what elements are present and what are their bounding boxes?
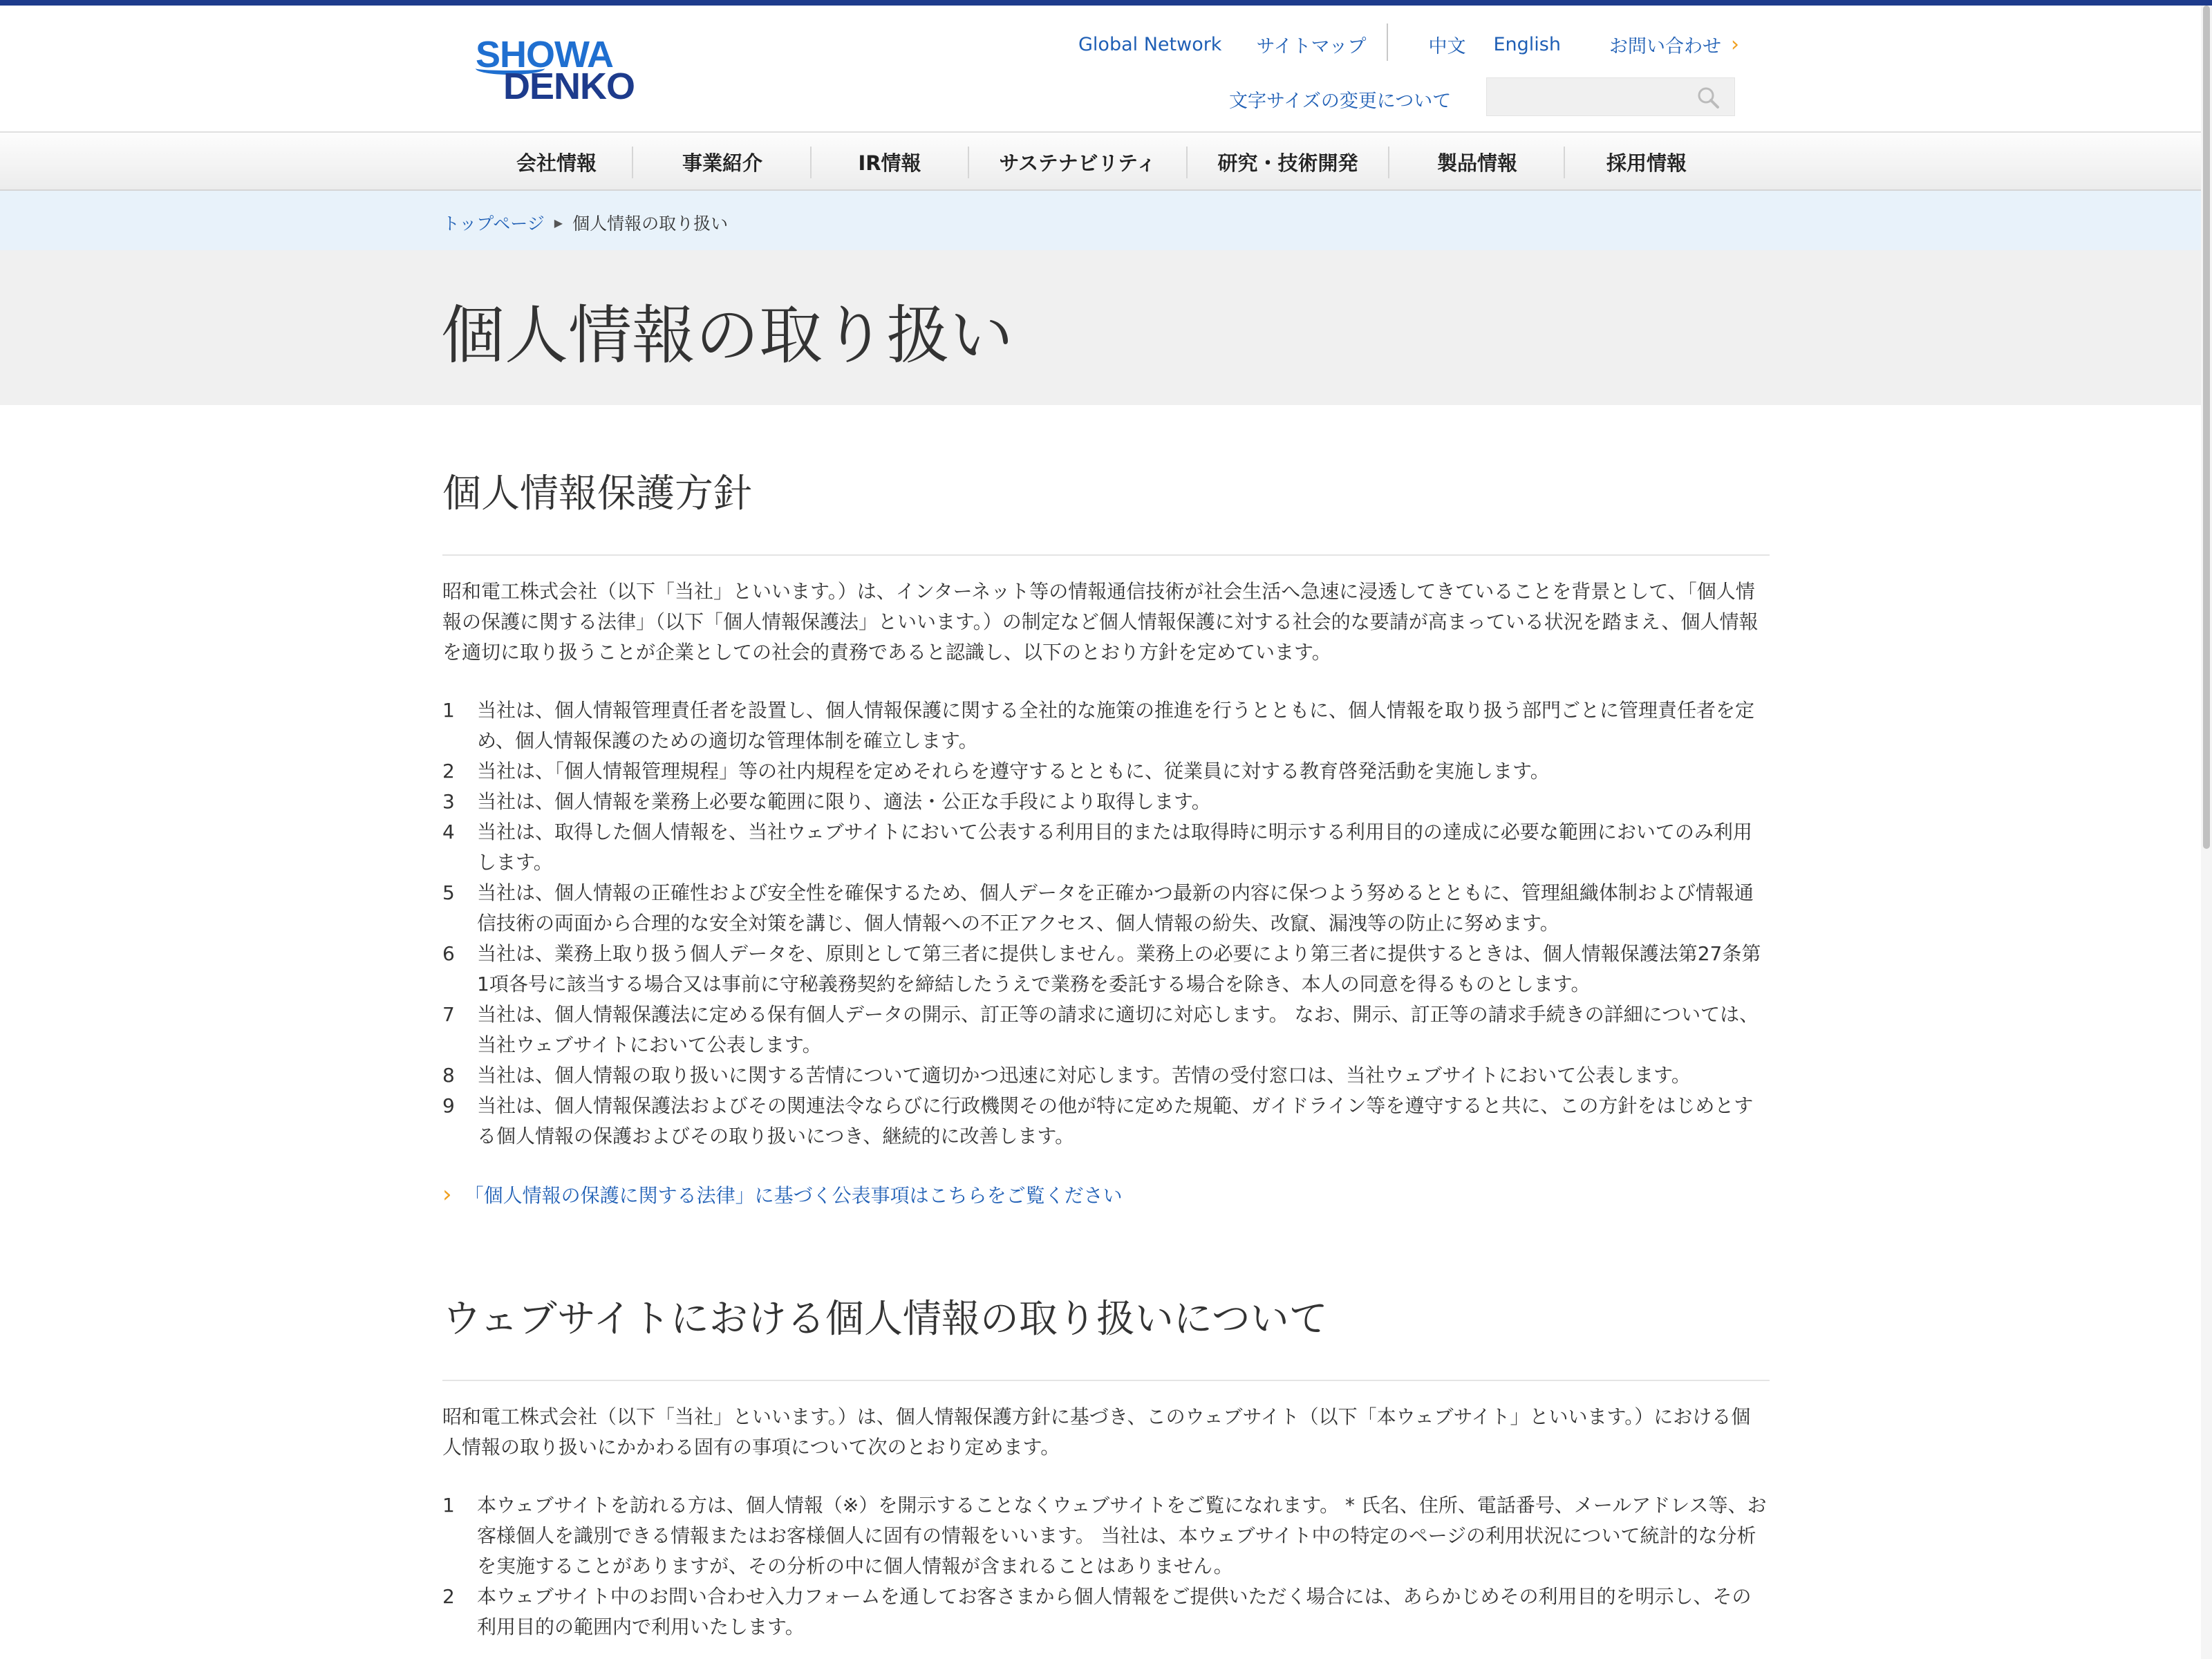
page-title: 個人情報の取り扱い [441,299,1014,373]
chevron-right-icon: › [442,1181,452,1208]
search-icon[interactable] [1696,85,1721,110]
public-notice-link-text[interactable]: 「個人情報の保護に関する法律」に基づく公表事項はこちらをご覧ください [464,1184,1123,1207]
chevron-right-icon: › [1730,32,1739,57]
font-size-link[interactable]: 文字サイズの変更について [1229,91,1452,112]
logo-line1: SHOWA [476,34,614,75]
list-item-number: 7 [442,1003,455,1026]
nav-divider [1388,147,1389,178]
list-item-number: 2 [442,1585,455,1608]
list-item-number: 3 [442,790,455,813]
list-item-text: 本ウェブサイトを訪れる方は、個人情報（※）を開示することなくウェブサイトをご覧になれます。 * 氏名、住所、電話番号、メールアドレス等、お客様個人を識別できる情報またはお客様個人に固有の情報をいいます。 当社は、本ウェブサイト中の特定のページの利用状況について統計的な分析を実施することがありますが、その分析の中に個人情報が含まれることはありません。 [477,1494,1767,1577]
list-item [442,1091,1770,1152]
website-privacy-intro: 昭和電工株式会社（以下「当社」といいます。）は、個人情報保護方針に基づき、このウェブサイト（以下「本ウェブサイト」といいます。）における個人情報の取り扱いにかかわる固有の事項について次のとおり定めます。 [442,1405,1751,1459]
list-item [442,695,1770,756]
list-item-text: 当社は、個人情報管理責任者を設置し、個人情報保護に関する全社的な施策の推進を行うとともに、個人情報を取り扱う部門ごとに管理責任者を定め、個人情報保護のための適切な管理体制を確立します。 [477,699,1755,752]
section-title-website-privacy: ウェブサイトにおける個人情報の取り扱いについて [442,1297,1328,1342]
section-divider [442,1380,1770,1381]
list-item [442,787,1770,817]
page-title-band [0,250,2212,405]
nav-divider [968,147,969,178]
list-item-text: 当社は、取得した個人情報を、当社ウェブサイトにおいて公表する利用目的または取得時に明示する利用目的の達成に必要な範囲においてのみ利用します。 [477,821,1752,874]
section-divider [442,554,1770,556]
breadcrumb-current: 個人情報の取り扱い [572,214,729,234]
nav-divider [632,147,633,178]
list-item [442,1490,1770,1582]
list-item-text: 当社は、個人情報保護法およびその関連法令ならびに行政機関その他が特に定めた規範、ガイドライン等を遵守すると共に、この方針をはじめとする個人情報の保護およびその取り扱いにつき、継続的に改善します。 [477,1094,1754,1147]
nav-item-sustainability[interactable]: サステナビリティ [999,151,1156,175]
global-network-link[interactable]: Global Network [1078,33,1222,55]
english-link[interactable]: English [1493,33,1561,55]
list-item-text: 当社は、個人情報を業務上必要な範囲に限り、適法・公正な手段により取得します。 [477,790,1211,813]
list-item-number: 8 [442,1064,455,1087]
logo-line2: DENKO [503,66,635,107]
list-item [442,817,1770,878]
list-item-number: 5 [442,881,455,904]
nav-item-careers[interactable]: 採用情報 [1606,151,1687,175]
list-item-text: 当社は、業務上取り扱う個人データを、原則として第三者に提供しません。業務上の必要により第三者に提供するときは、個人情報保護法第27条第1項各号に該当する場合又は事前に守秘義務契約を締結したうえで業務を委託する場合を除き、本人の同意を得るものとします。 [477,942,1761,995]
site-header [0,6,2212,131]
public-notice-link[interactable] [442,1181,1770,1208]
utility-links [1078,30,1739,58]
list-item [442,878,1770,939]
list-item-text: 当社は、「個人情報管理規程」等の社内規程を定めそれらを遵守するとともに、従業員に対する教育啓発活動を実施します。 [477,760,1550,782]
nav-divider [1186,147,1188,178]
list-item-number: 9 [442,1094,455,1117]
list-item-number: 6 [442,942,455,965]
utility-divider [1387,24,1388,61]
main-content [442,405,1770,1642]
sitemap-link[interactable]: サイトマップ [1256,35,1367,57]
list-item-text: 当社は、個人情報保護法に定める保有個人データの開示、訂正等の請求に適切に対応します。 なお、開示、訂正等の請求手続きの詳細については、当社ウェブサイトにおいて公表します。 [477,1003,1759,1056]
list-item-text: 当社は、個人情報の取り扱いに関する苦情について適切かつ迅速に対応します。苦情の受付窓口は、当社ウェブサイトにおいて公表します。 [477,1064,1691,1087]
privacy-policy-intro: 昭和電工株式会社（以下「当社」といいます。）は、インターネット等の情報通信技術が社会生活へ急速に浸透してきていることを背景として、「個人情報の保護に関する法律」（以下「個人情報保護法」といいます。）の制定など個人情報保護に対する社会的な要請が高まっている状況を踏まえ、個人情報を適切に取り扱うことが企業としての社会的責務であると認識し、以下のとおり方針を定めています。 [442,580,1759,664]
showa-denko-logo[interactable] [476,36,677,105]
chinese-link[interactable]: 中文 [1428,35,1466,57]
list-item-number: 2 [442,760,455,782]
nav-divider [810,147,812,178]
nav-item-products[interactable]: 製品情報 [1436,151,1517,175]
nav-item-business[interactable]: 事業紹介 [682,151,762,175]
list-item-number: 4 [442,821,455,843]
website-privacy-list [442,1490,1770,1642]
nav-divider [1564,147,1565,178]
list-item-number: 1 [442,1494,455,1517]
section-title-privacy-policy: 個人情報保護方針 [442,471,752,516]
breadcrumb-home-link[interactable]: トップページ [442,214,545,234]
list-item [442,1582,1770,1642]
privacy-policy-list [442,695,1770,1152]
list-item-text: 本ウェブサイト中のお問い合わせ入力フォームを通してお客さまから個人情報をご提供いただく場合には、あらかじめその利用目的を明示し、その利用目的の範囲内で利用いたします。 [477,1585,1752,1638]
list-item [442,1000,1770,1060]
list-item-text: 当社は、個人情報の正確性および安全性を確保するため、個人データを正確かつ最新の内容に保つよう努めるとともに、管理組織体制および情報通信技術の両面から合理的な安全対策を講じ、個人情報への不正アクセス、個人情報の紛失、改竄、漏洩等の防止に努めます。 [477,881,1754,935]
list-item-number: 1 [442,699,455,722]
breadcrumb-arrow-icon: ▶ [554,216,563,229]
list-item [442,1060,1770,1091]
list-item [442,756,1770,787]
contact-link[interactable]: お問い合わせ [1609,35,1721,57]
list-item [442,939,1770,1000]
top-accent-bar [0,0,2212,6]
nav-item-ir[interactable]: IR情報 [858,151,921,175]
search-input[interactable] [1486,77,1735,116]
nav-item-company[interactable]: 会社情報 [516,151,597,175]
scrollbar-thumb[interactable] [2203,6,2210,849]
main-nav [0,131,2212,191]
breadcrumb [0,191,2212,250]
page-scrollbar[interactable] [2201,6,2212,1659]
nav-item-rd[interactable]: 研究・技術開発 [1217,151,1358,175]
